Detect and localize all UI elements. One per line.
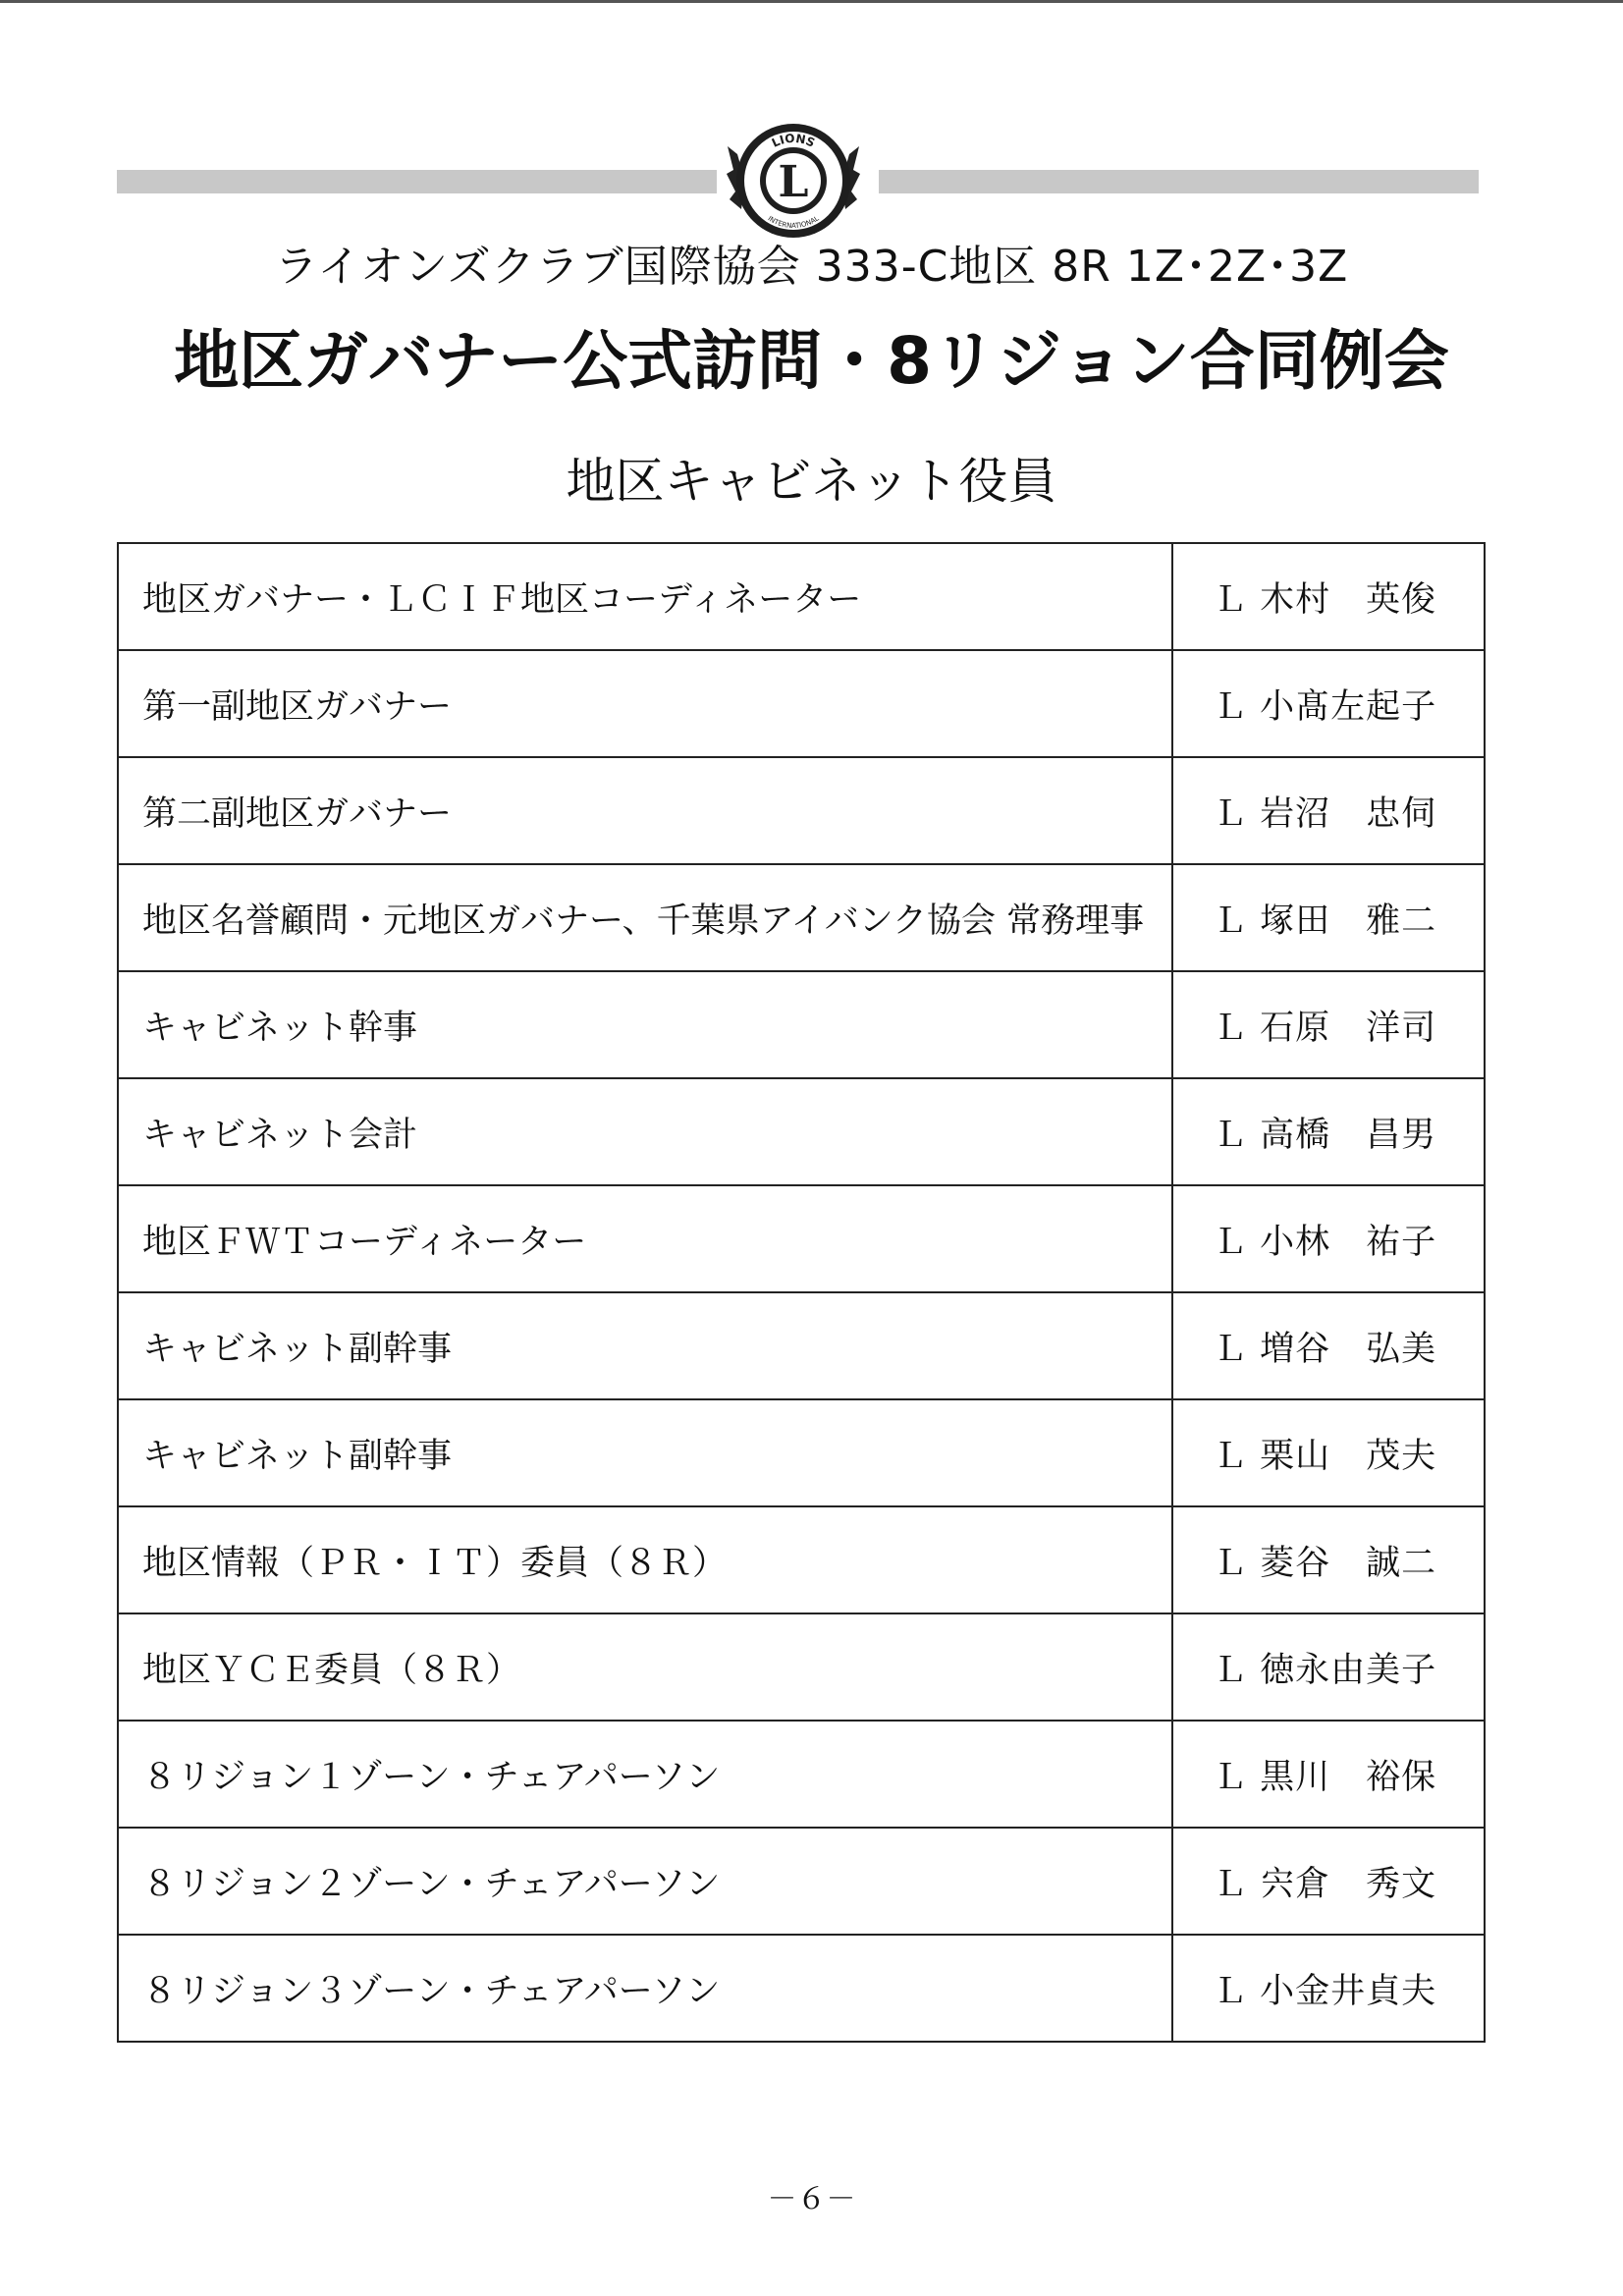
table-row: [118, 1185, 1485, 1292]
event-title: 地区ガバナー公式訪問・8リジョン合同例会: [174, 323, 1449, 399]
header-bar-right: [879, 170, 1479, 193]
officer-role: キャビネット副幹事: [118, 1292, 1172, 1399]
officer-name: Ｌ 黒川 裕保: [1172, 1721, 1485, 1828]
table-row: [118, 1721, 1485, 1828]
lions-emblem-logo: [726, 113, 861, 248]
event-subtitle: ライオンズクラブ国際協会 333-C地区 8R 1Z･2Z･3Z: [274, 242, 1349, 292]
officer-name: Ｌ 岩沼 忠伺: [1172, 757, 1485, 864]
officer-role: 第二副地区ガバナー: [118, 757, 1172, 864]
emblem-text-top: LIONS: [769, 131, 818, 150]
table-row: [118, 971, 1485, 1078]
officer-name: Ｌ 宍倉 秀文: [1172, 1828, 1485, 1935]
page-top-edge: [0, 0, 1623, 3]
officer-role: ８リジョン２ゾーン・チェアパーソン: [118, 1828, 1172, 1935]
table-row: [118, 1935, 1485, 2042]
section-title: 地区キャビネット役員: [566, 453, 1057, 510]
table-row: [118, 757, 1485, 864]
page-number: －６－: [767, 2182, 856, 2216]
officer-role: ８リジョン１ゾーン・チェアパーソン: [118, 1721, 1172, 1828]
table-row: [118, 864, 1485, 971]
table-row: [118, 1506, 1485, 1613]
officer-role: 地区ガバナー・ＬＣＩＦ地区コーディネーター: [118, 543, 1172, 650]
table-row: [118, 1828, 1485, 1935]
officer-name: Ｌ 徳永由美子: [1172, 1613, 1485, 1721]
officer-role: 地区ＹＣＥ委員（８Ｒ）: [118, 1613, 1172, 1721]
officer-name: Ｌ 菱谷 誠二: [1172, 1506, 1485, 1613]
emblem-letter: L: [778, 157, 809, 207]
officer-role: キャビネット副幹事: [118, 1399, 1172, 1506]
officer-role: キャビネット幹事: [118, 971, 1172, 1078]
officer-name: Ｌ 塚田 雅二: [1172, 864, 1485, 971]
officer-name: Ｌ 小金井貞夫: [1172, 1935, 1485, 2042]
officer-name: Ｌ 小髙左起子: [1172, 650, 1485, 757]
emblem-text-bottom: INTERNATIONAL: [766, 214, 821, 231]
officer-name: Ｌ 栗山 茂夫: [1172, 1399, 1485, 1506]
header-bar-left: [117, 170, 717, 193]
table-row: [118, 1292, 1485, 1399]
officer-role: ８リジョン３ゾーン・チェアパーソン: [118, 1935, 1172, 2042]
officer-role: 地区ＦＷＴコーディネーター: [118, 1185, 1172, 1292]
officer-name: Ｌ 小林 祐子: [1172, 1185, 1485, 1292]
table-row: [118, 543, 1485, 650]
table-row: [118, 1078, 1485, 1185]
officer-role: キャビネット会計: [118, 1078, 1172, 1185]
officer-role: 地区名誉顧問・元地区ガバナー、千葉県アイバンク協会 常務理事: [118, 864, 1172, 971]
officer-role: 第一副地区ガバナー: [118, 650, 1172, 757]
table-row: [118, 650, 1485, 757]
officer-role: 地区情報（ＰＲ・ＩＴ）委員（８Ｒ）: [118, 1506, 1172, 1613]
officer-name: Ｌ 石原 洋司: [1172, 971, 1485, 1078]
officer-name: Ｌ 木村 英俊: [1172, 543, 1485, 650]
officer-name: Ｌ 高橋 昌男: [1172, 1078, 1485, 1185]
officer-name: Ｌ 増谷 弘美: [1172, 1292, 1485, 1399]
table-row: [118, 1613, 1485, 1721]
table-row: [118, 1399, 1485, 1506]
officers-table: [117, 542, 1486, 2043]
